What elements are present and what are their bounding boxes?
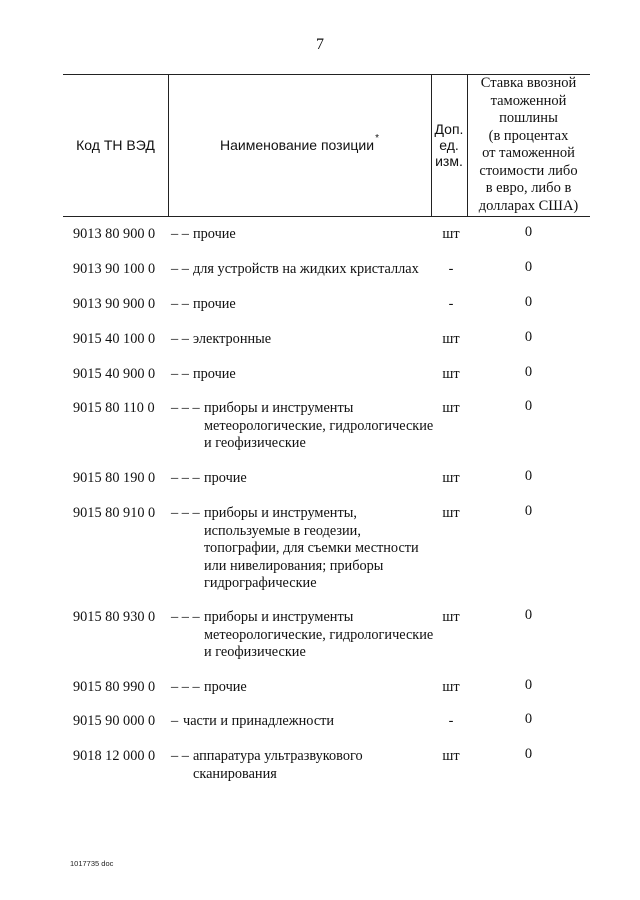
row-duty: 0 [524,398,533,414]
row-duty: 0 [524,259,533,275]
row-unit: шт [442,226,460,242]
row-name: прочие [204,470,247,486]
row-code: 9015 40 100 0 [73,331,156,347]
row-dash: – – [171,331,189,347]
row-code: 9013 80 900 0 [73,226,156,242]
row-name: приборы и инструменты метеорологические, гидрологические и геофизические [204,400,434,451]
row-unit: - [448,713,454,729]
row-dash: – – [171,261,189,277]
row-dash: – – – [171,609,200,625]
row-unit: шт [442,366,460,382]
row-name: прочие [193,296,236,312]
row-code: 9015 80 190 0 [73,470,156,486]
row-code: 9013 90 100 0 [73,261,156,277]
row-code: 9015 90 000 0 [73,713,156,729]
row-name: для устройств на жидких кристаллах [193,261,419,277]
row-duty: 0 [524,607,533,623]
row-dash: – – – [171,679,200,695]
row-unit: - [448,261,454,277]
header-unit: Доп. ед. изм. [434,121,464,169]
row-code: 9015 80 930 0 [73,609,156,625]
row-unit: шт [442,331,460,347]
row-name: электронные [193,331,272,347]
row-name: прочие [204,679,247,695]
row-name: аппаратура ультразвукового сканирования [193,748,363,782]
row-code: 9018 12 000 0 [73,748,156,764]
row-code: 9015 80 110 0 [73,400,155,416]
row-duty: 0 [524,503,533,519]
row-code: 9015 80 910 0 [73,505,156,521]
header-duty-rate: Ставка ввозной таможенной пошлины (в процентах от таможенной стоимости либо в евро, либо в долларах США) [478,75,579,214]
header-code: Код ТН ВЭД [76,137,155,153]
row-unit: шт [442,470,460,486]
header-name: Наименование позиции * [220,132,379,153]
row-name: прочие [193,226,236,242]
row-dash: – – – [171,505,200,521]
row-code: 9015 40 900 0 [73,366,156,382]
row-unit: шт [442,748,460,764]
row-name: приборы и инструменты, используемые в геодезии, топографии, для съемки местности или нивелирования; приборы гидрографические [204,505,419,591]
row-duty: 0 [524,329,533,345]
row-dash: – – – [171,400,200,416]
row-code: 9015 80 990 0 [73,679,156,695]
row-dash: – – [171,748,189,764]
row-name: части и принадлежности [183,713,335,729]
row-dash: – [171,713,179,729]
row-code: 9013 90 900 0 [73,296,156,312]
row-duty: 0 [524,746,533,762]
footnote-mark: * [375,132,379,144]
row-unit: шт [442,505,460,521]
row-duty: 0 [524,224,533,240]
document-footer-id: 1017735 doc [70,859,114,868]
row-dash: – – [171,226,189,242]
header-bottom-rule [63,216,590,217]
row-name: приборы и инструменты метеорологические, гидрологические и геофизические [204,609,434,660]
row-dash: – – – [171,470,200,486]
row-duty: 0 [524,468,533,484]
row-unit: шт [442,400,460,416]
row-unit: - [448,296,454,312]
row-duty: 0 [524,711,533,727]
row-dash: – – [171,296,189,312]
row-unit: шт [442,679,460,695]
row-duty: 0 [524,294,533,310]
row-duty: 0 [524,677,533,693]
page-number: 7 [316,36,324,53]
row-dash: – – [171,366,189,382]
row-unit: шт [442,609,460,625]
row-duty: 0 [524,364,533,380]
row-name: прочие [193,366,236,382]
